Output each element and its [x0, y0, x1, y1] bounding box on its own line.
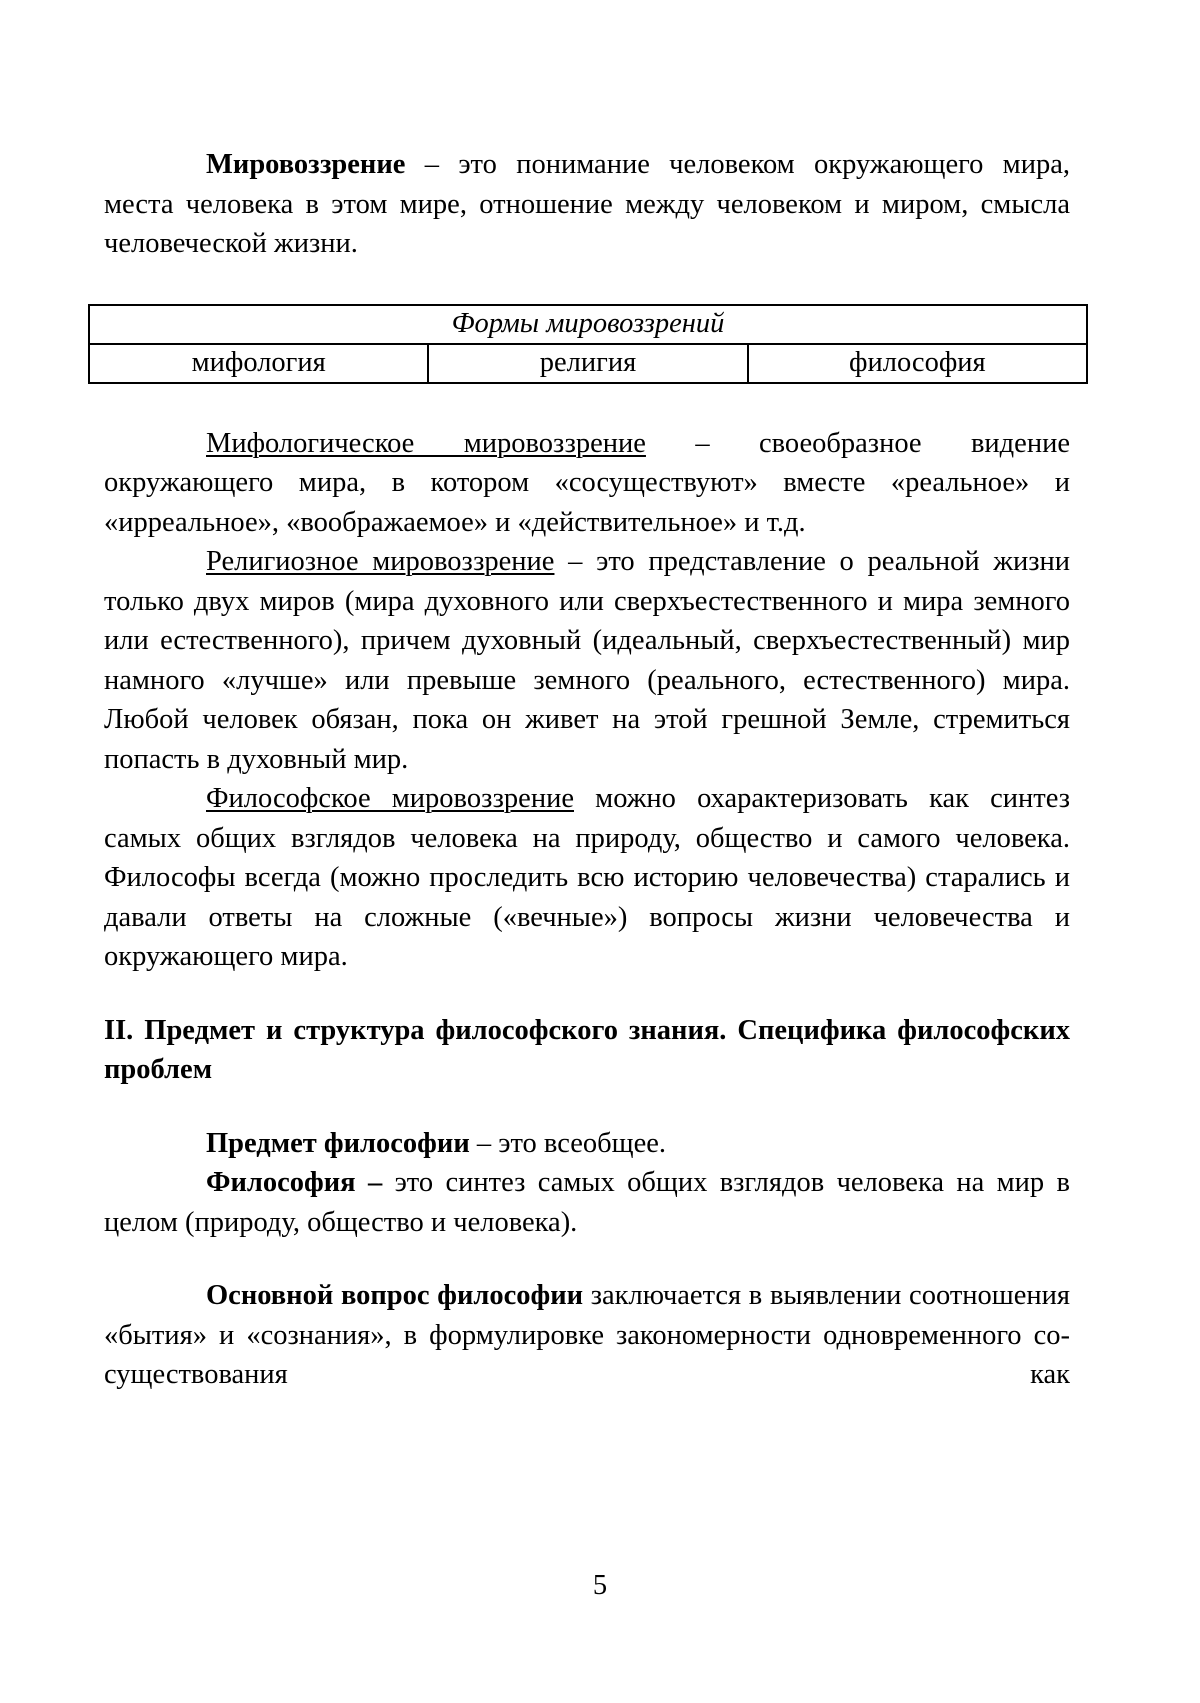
- main-question-paragraph: [104, 1276, 1070, 1395]
- philosophical-term: Философское мировоззрение: [206, 783, 574, 814]
- philosophical-paragraph: [104, 779, 1070, 977]
- mythological-paragraph: [104, 424, 1070, 543]
- subject-paragraph: [104, 1124, 1070, 1164]
- document-page: [104, 145, 1070, 1395]
- religious-text: – это представление о реальной жизни только двух миров (мира духовного или сверхъестественного и мира земного или естественного), причем духовный (идеальный, сверхъестественный) мир намного «лучше» или превыше земного (реального, естественного) мира. Любой человек обязан, пока он живет на этой грешной Земле, стремиться попасть в духовный мир.: [104, 546, 1071, 775]
- page-number: 5: [592, 1570, 608, 1601]
- mythological-term: Мифологическое мировоззрение: [206, 427, 646, 459]
- religious-term: Религиозное мировоззрение: [206, 546, 555, 577]
- religious-paragraph: [104, 542, 1070, 779]
- table-cell-philosophy: философия: [748, 344, 1087, 383]
- philosophy-term: Философия –: [206, 1167, 383, 1198]
- intro-text: – это понимание человеком окружающего мира, места человека в этом мире, отношение между человеком и миром, смысла человеческой жизни.: [104, 149, 1070, 259]
- worldview-forms-table: [88, 304, 1088, 384]
- table-cell-religion: религия: [428, 344, 747, 383]
- mythological-text: – своеобразное видение окружающего мира, в котором «сосуществуют» вместе «реальное» и «ирреальное», «воображаемое» и «действительное» и т.д.: [104, 427, 1070, 538]
- main-question-text: заключается в выявлении соотношения «бытия» и «сознания», в формулировке закономерности одновременного со-существования как: [104, 1280, 1070, 1390]
- philosophical-text: можно охарактеризовать как синтез самых общих взглядов человека на природу, общество и самого человека. Философы всегда (можно проследить всю историю человечества) старались и давали ответы на сложные («вечные») вопросы жизни человечества и окружающего мира.: [104, 783, 1070, 972]
- table-cell-mythology: мифология: [89, 344, 428, 383]
- philosophy-definition-paragraph: [104, 1163, 1070, 1242]
- intro-paragraph: [104, 145, 1070, 264]
- philosophy-text: это синтез самых общих взглядов человека на мир в целом (природу, общество и человека).: [104, 1167, 1070, 1238]
- intro-term: Мировоззрение: [206, 149, 406, 180]
- table-caption: Формы мировоззрений: [89, 305, 1087, 344]
- main-question-term: Основной вопрос философии: [206, 1280, 584, 1311]
- subject-term: Предмет философии: [206, 1127, 470, 1159]
- section-heading: II. Предмет и структура философского знания. Специфика философских проблем: [104, 1014, 1070, 1085]
- subject-text: – это всеобщее.: [469, 1127, 666, 1159]
